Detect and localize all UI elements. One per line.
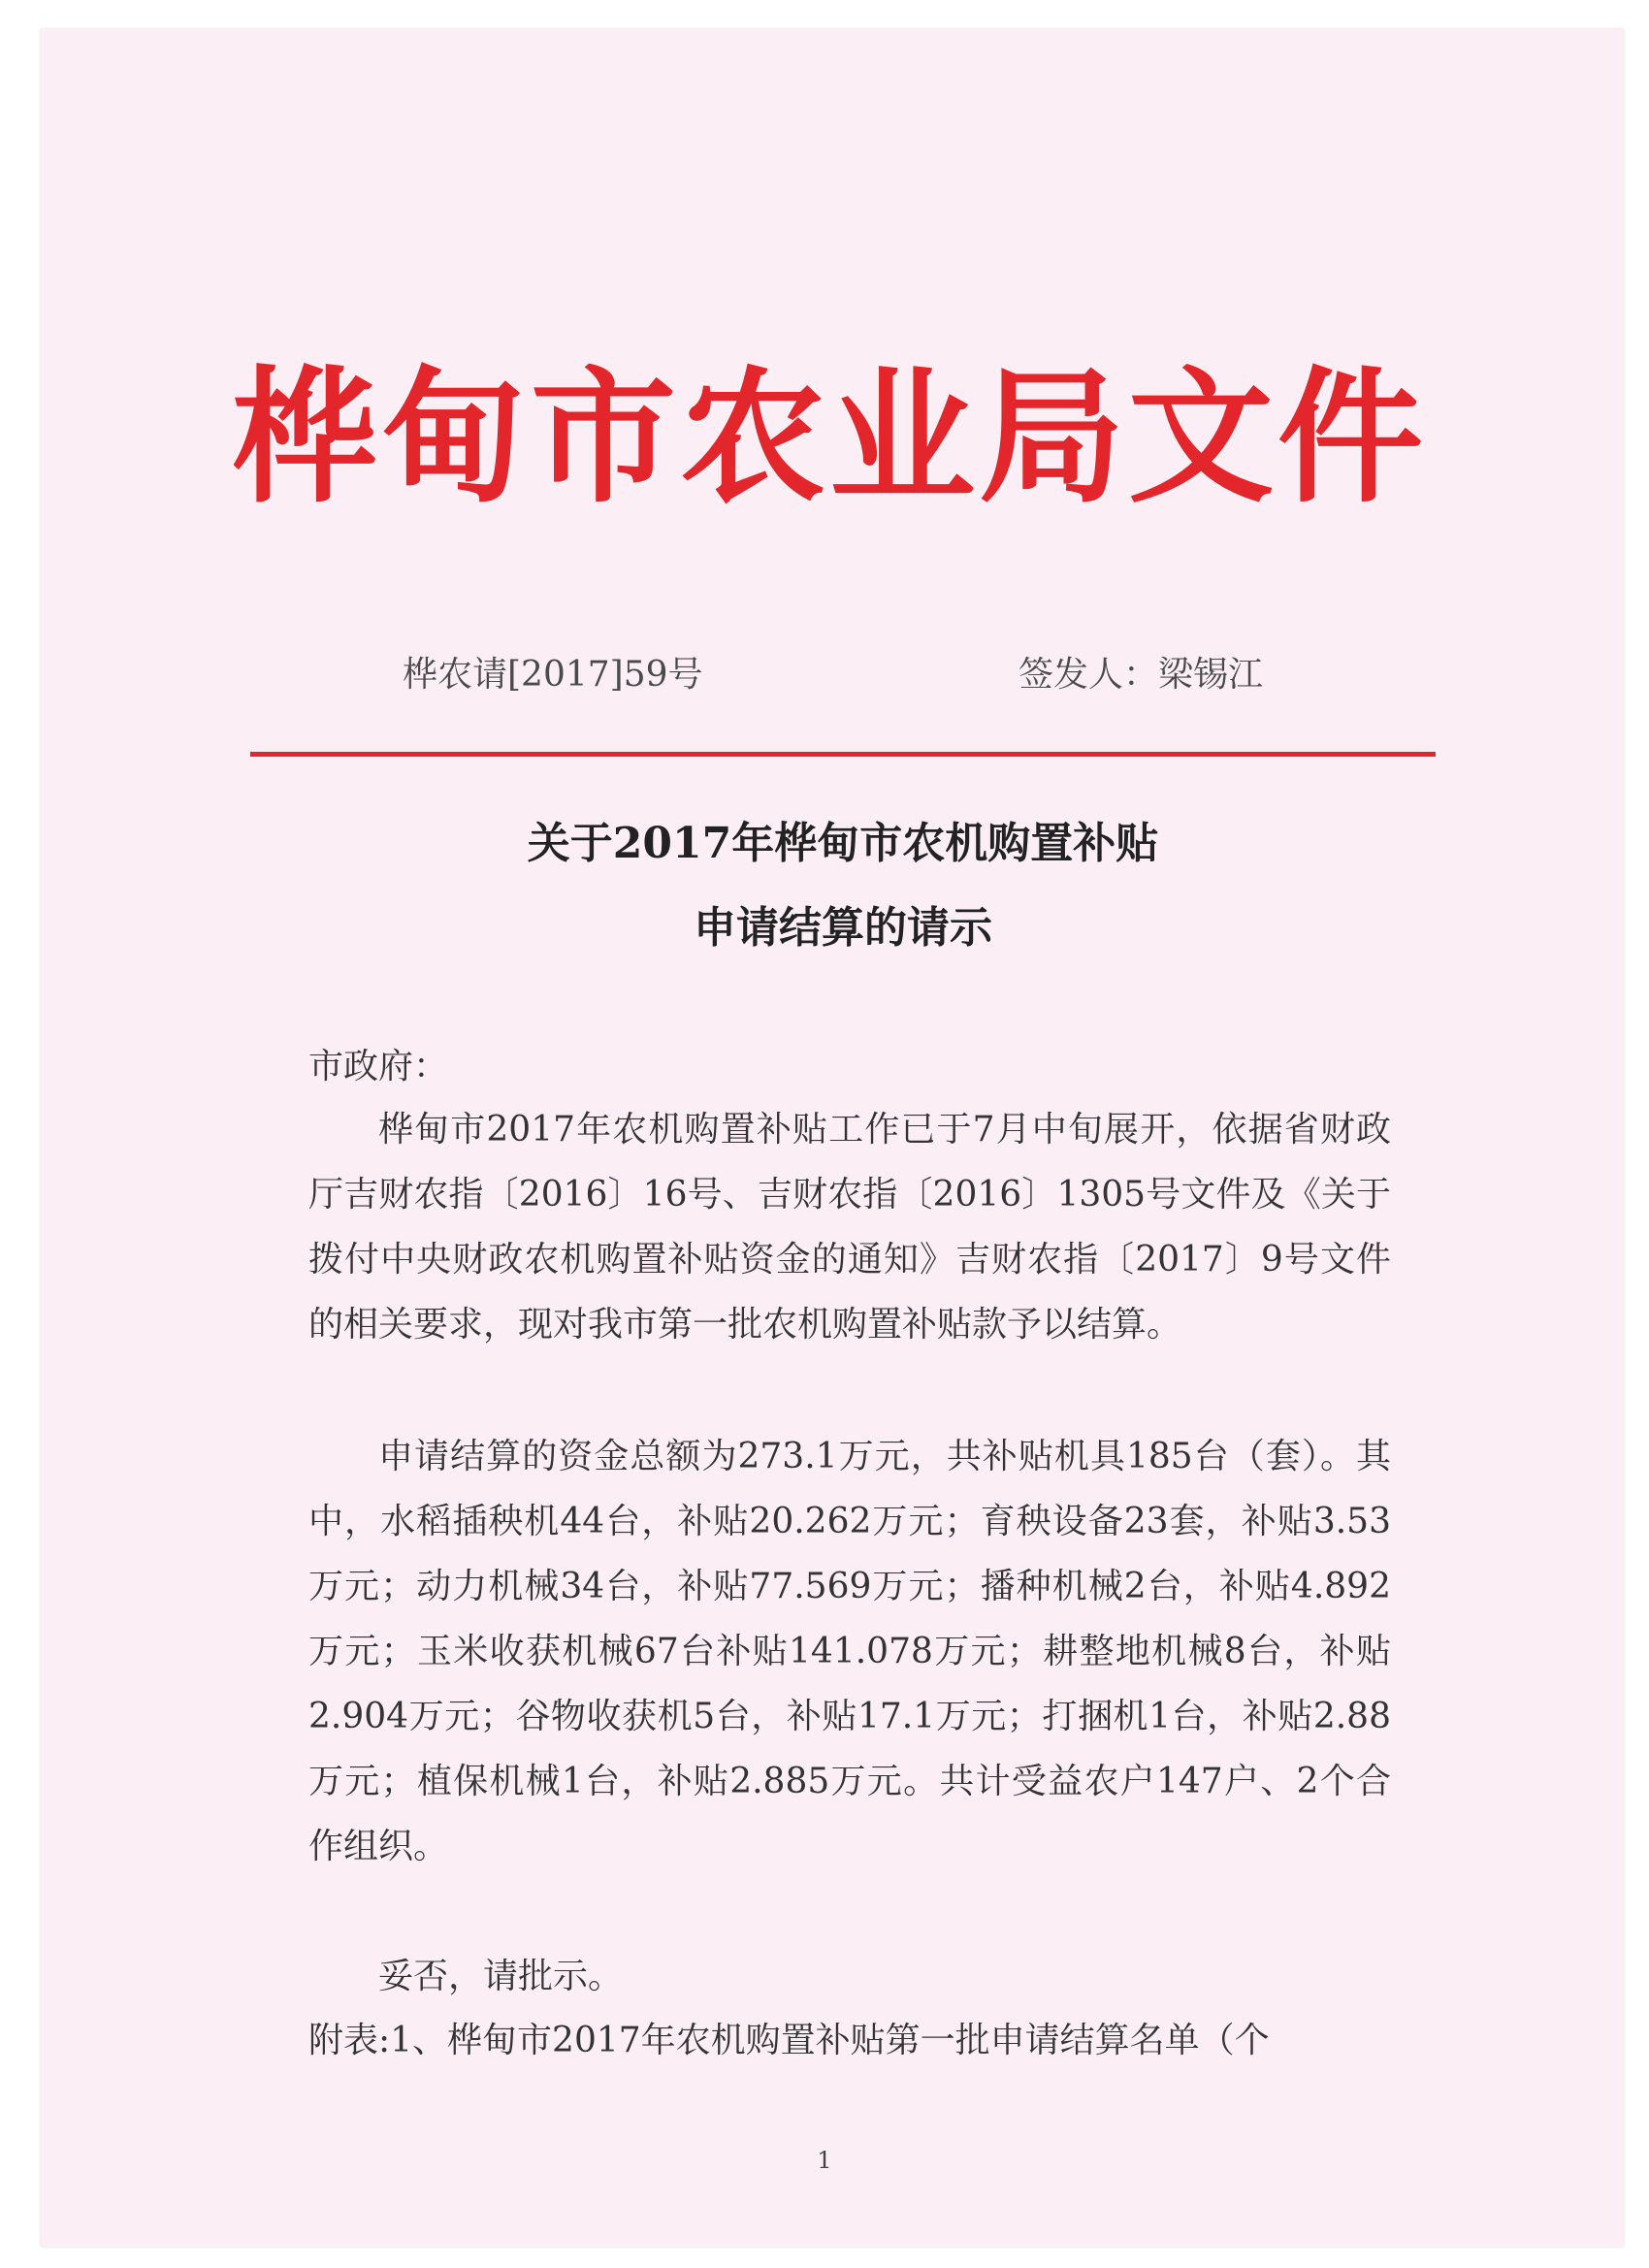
masthead-title: 桦甸市农业局文件 (231, 354, 1427, 523)
page-number: 1 (817, 2147, 832, 2174)
body-paragraph-3: 妥否，请批示。 (378, 1957, 624, 1996)
header-divider (250, 752, 1436, 757)
document-title-line-1: 关于2017年桦甸市农机购置补贴 (527, 819, 1159, 868)
salutation: 市政府： (308, 1047, 449, 1086)
signer: 签发人：梁锡江 (1018, 655, 1264, 695)
attachment-line: 附表:1、桦甸市2017年农机购置补贴第一批申请结算名单（个 (308, 2021, 1270, 2060)
body-paragraph-1: 桦甸市2017年农机购置补贴工作已于7月中旬展开，依据省财政厅吉财农指〔2016〕16号、吉财农指〔2016〕1305号文件及《关于拨付中央财政农机购置补贴资金的通知》吉财农指〔2017〕9号文件的相关要求，现对我市第一批农机购置补贴款予以结算。 (308, 1110, 1391, 1345)
document-title-line-2: 申请结算的请示 (694, 903, 992, 953)
document-number: 桦农请[2017]59号 (403, 655, 703, 695)
body-paragraph-2: 申请结算的资金总额为273.1万元，共补贴机具185台（套）。其中，水稻插秧机44台，补贴20.262万元；育秧设备23套，补贴3.53万元；动力机械34台，补贴77.569万元；播种机械2台，补贴4.892万元；玉米收获机械67台补贴141.078万元；耕整地机械8台，补贴2.904万元；谷物收获机5台，补贴17.1万元；打捆机1台，补贴2.88万元；植保机械1台，补贴2.885万元。共计受益农户147户、2个合作组织。 (308, 1437, 1391, 1866)
